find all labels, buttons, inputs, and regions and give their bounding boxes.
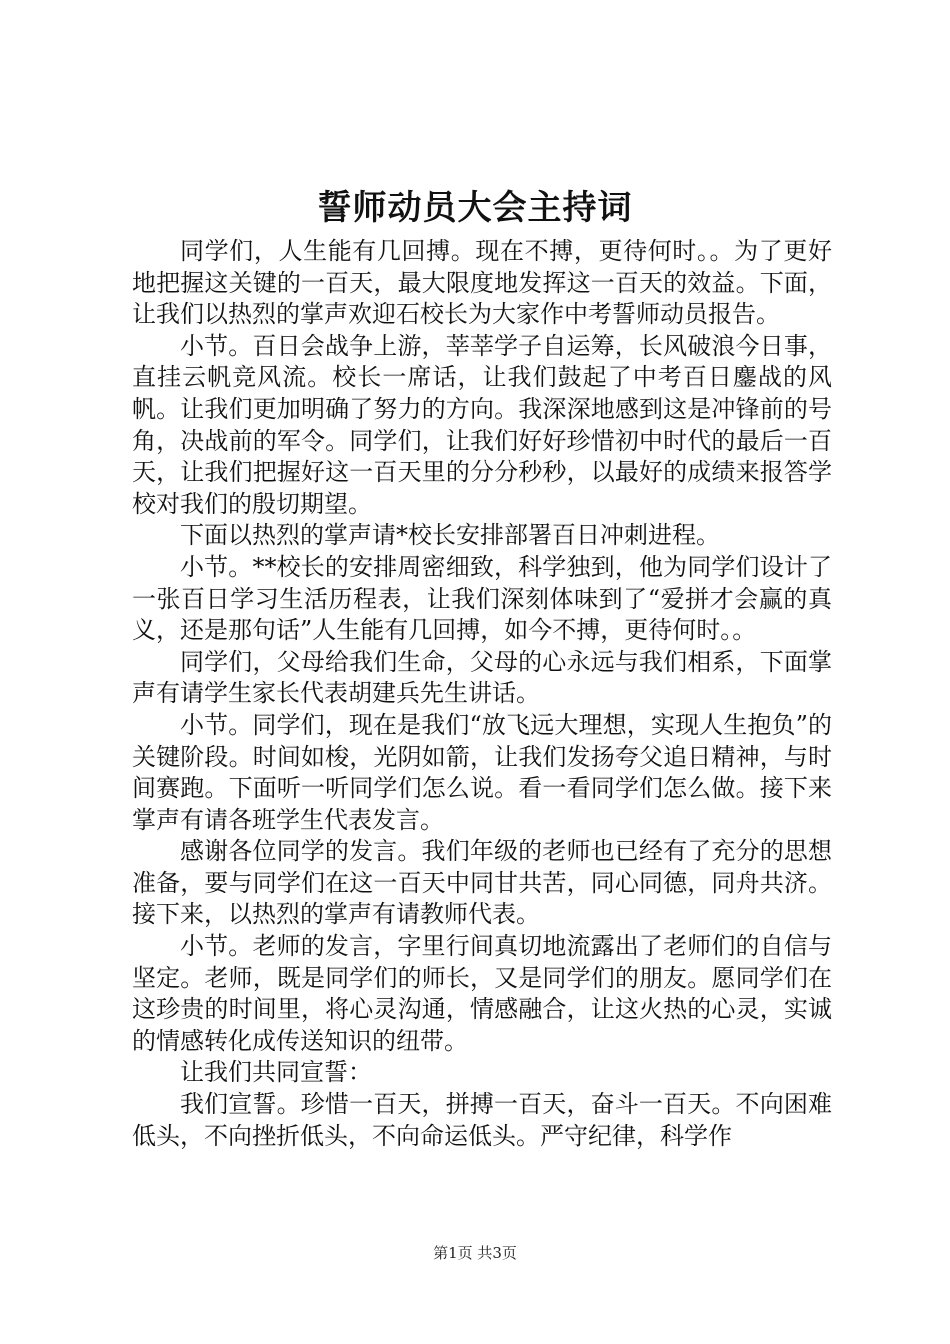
paragraph: 感谢各位同学的发言。我们年级的老师也已经有了充分的思想准备，要与同学们在这一百天中同甘共苦，同心同德，同舟共济。接下来，以热烈的掌声有请教师代表。 <box>132 837 832 929</box>
paragraph: 同学们，人生能有几回搏。现在不搏，更待何时。。为了更好地把握这关键的一百天，最大限度地发挥这一百天的效益。下面，让我们以热烈的掌声欢迎石校长为大家作中考誓师动员报告。 <box>132 237 832 329</box>
document-title: 誓师动员大会主持词 <box>317 188 633 228</box>
paragraph: 我们宣誓。珍惜一百天，拼搏一百天，奋斗一百天。不向困难低头，不向挫折低头，不向命运低头。严守纪律，科学作 <box>132 1090 832 1150</box>
paragraph: 让我们共同宣誓： <box>180 1058 372 1087</box>
page-number-footer: 第1页 共3页 <box>433 1244 517 1262</box>
paragraph: 小节。老师的发言，字里行间真切地流露出了老师们的自信与坚定。老师，既是同学们的师长，又是同学们的朋友。愿同学们在这珍贵的时间里，将心灵沟通，情感融合，让这火热的心灵，实诚的情感转化成传送知识的纽带。 <box>132 932 832 1055</box>
paragraph: 小节。百日会战争上游，莘莘学子自运筹，长风破浪今日事，直挂云帆竞风流。校长一席话，让我们鼓起了中考百日鏖战的风帆。让我们更加明确了努力的方向。我深深地感到这是冲锋前的号角，决战前的军令。同学们，让我们好好珍惜初中时代的最后一百天，让我们把握好这一百天里的分分秒秒，以最好的成绩来报答学校对我们的殷切期望。 <box>132 331 832 518</box>
paragraph: 同学们，父母给我们生命，父母的心永远与我们相系，下面掌声有请学生家长代表胡建兵先生讲话。 <box>132 647 832 708</box>
paragraph: 小节。**校长的安排周密细致，科学独到，他为同学们设计了一张百日学习生活历程表，让我们深刻体味到了“爱拼才会赢的真义，还是那句话”人生能有几回搏，如今不搏，更待何时。。 <box>132 552 832 645</box>
paragraph: 下面以热烈的掌声请*校长安排部署百日冲刺进程。 <box>180 521 720 550</box>
paragraph: 小节。同学们，现在是我们“放飞远大理想，实现人生抱负”的关键阶段。时间如梭，光阴如箭，让我们发扬夸父追日精神，与时间赛跑。下面听一听同学们怎么说。看一看同学们怎么做。接下来掌声有请各班学生代表发言。 <box>132 710 832 834</box>
document-body <box>132 236 832 1152</box>
